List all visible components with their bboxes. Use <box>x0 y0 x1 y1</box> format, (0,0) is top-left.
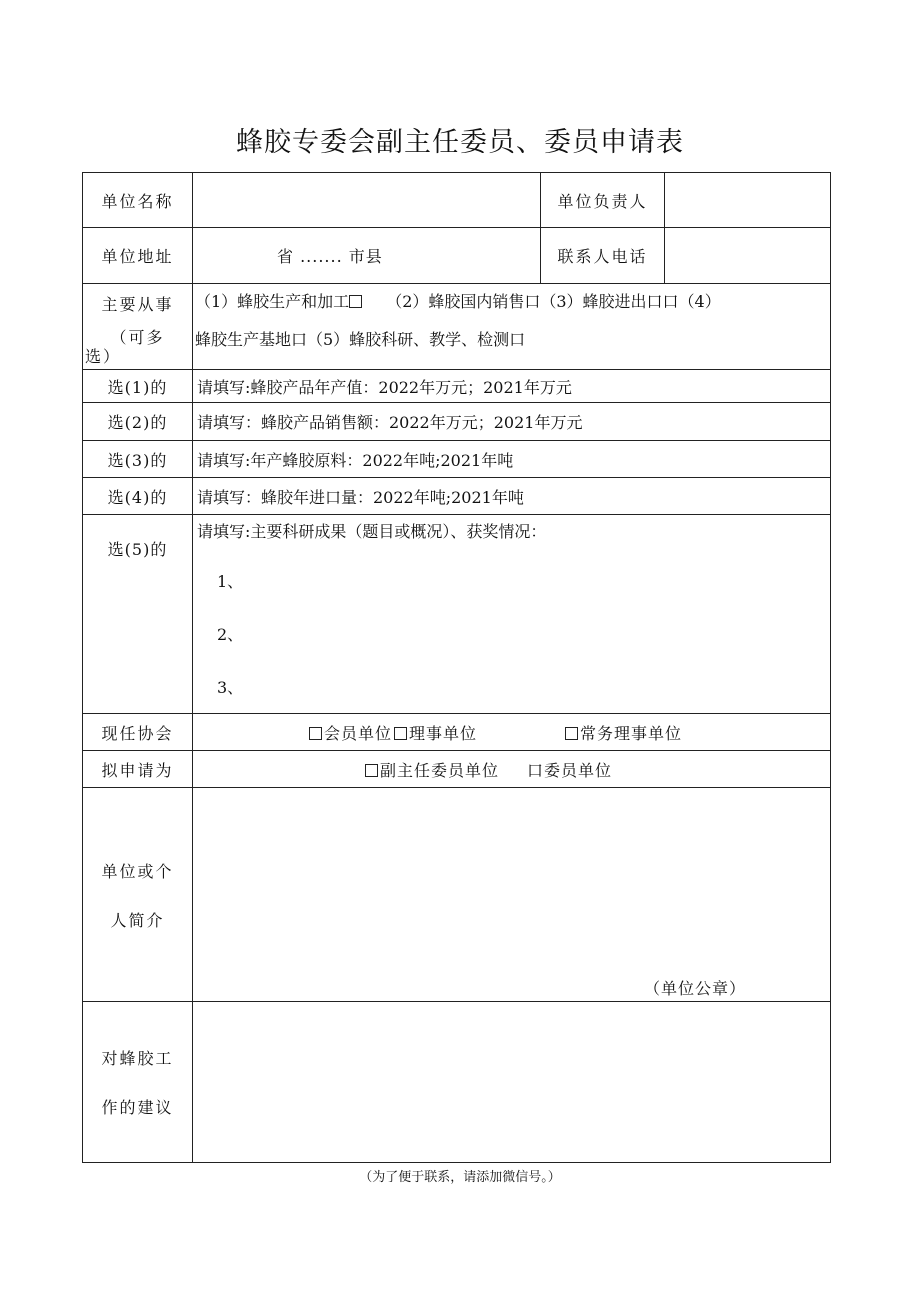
opt5-cell[interactable] <box>193 515 831 714</box>
main-business-label-line2: （可多 <box>110 328 165 347</box>
council-unit-checkbox[interactable] <box>394 727 407 740</box>
vice-director-checkbox[interactable] <box>365 764 378 777</box>
option-other-labels: （2）蜂胶国内销售口（3）蜂胶进出口口（4） <box>386 292 721 311</box>
application-form-table <box>82 172 831 1163</box>
intro-label <box>83 788 193 1002</box>
opt4-text[interactable]: 请填写：蜂胶年进口量：2022年吨;2021年吨 <box>193 478 831 515</box>
opt2-text[interactable]: 请填写：蜂胶产品销售额：2022年万元；2021年万元 <box>193 403 831 441</box>
opt1-label: 选(1)的 <box>83 370 193 403</box>
footer-note: （为了便于联系，请添加微信号。） <box>359 1170 561 1185</box>
seal-text: （单位公章） <box>643 979 746 998</box>
suggest-label-line2: 作的建议 <box>101 1098 174 1117</box>
apply-for-label: 拟申请为 <box>83 751 193 788</box>
opt5-item: 1、 <box>217 572 244 591</box>
suggest-label <box>83 1002 193 1163</box>
intro-label-line2: 人简介 <box>110 910 165 930</box>
page-title: 蜂胶专委会副主任委员、委员申请表 <box>236 127 684 158</box>
opt5-item: 2、 <box>217 625 244 644</box>
intro-label-line1: 单位或个 <box>101 861 174 881</box>
option-line2: 蜂胶生产基地口（5）蜂胶科研、教学、检测口 <box>195 330 526 349</box>
unit-name-label: 单位名称 <box>83 173 193 228</box>
apply-for-options <box>193 751 831 788</box>
main-business-label-line3: 选） <box>85 347 122 366</box>
current-assoc-label: 现任协会 <box>83 714 193 751</box>
main-business-label <box>83 284 193 370</box>
standing-council-checkbox[interactable] <box>565 727 578 740</box>
council-unit-label: 理事单位 <box>409 723 478 743</box>
address-label: 单位地址 <box>83 228 193 284</box>
opt3-label: 选(3)的 <box>83 441 193 478</box>
intro-field[interactable] <box>193 788 831 1002</box>
unit-name-field[interactable] <box>193 173 541 228</box>
contact-phone-field[interactable] <box>665 228 831 284</box>
current-assoc-options <box>193 714 831 751</box>
member-unit-label: 会员单位 <box>324 723 393 743</box>
opt5-label: 选(5)的 <box>83 515 193 714</box>
opt1-text[interactable]: 请填写:蜂胶产品年产值：2022年万元；2021年万元 <box>193 370 831 403</box>
address-field[interactable] <box>193 228 541 284</box>
opt5-text: 请填写:主要科研成果（题目或概况）、获奖情况： <box>197 522 547 541</box>
opt3-text[interactable]: 请填写:年产蜂胶原料：2022年吨;2021年吨 <box>193 441 831 478</box>
committee-member-label[interactable]: 口委员单位 <box>527 760 613 780</box>
option-production-label: （1）蜂胶生产和加工 <box>195 292 350 311</box>
suggest-label-line1: 对蜂胶工 <box>101 1049 174 1068</box>
option-production-checkbox[interactable] <box>349 295 362 308</box>
vice-director-label: 副主任委员单位 <box>380 760 500 780</box>
opt5-item: 3、 <box>217 678 244 697</box>
standing-council-label: 常务理事单位 <box>580 723 683 743</box>
member-unit-checkbox[interactable] <box>309 727 322 740</box>
contact-phone-label: 联系人电话 <box>541 228 665 284</box>
main-business-options <box>193 284 831 370</box>
opt4-label: 选(4)的 <box>83 478 193 515</box>
unit-head-field[interactable] <box>665 173 831 228</box>
main-business-label-line1: 主要从事 <box>101 295 174 314</box>
unit-head-label: 单位负责人 <box>541 173 665 228</box>
opt2-label: 选(2)的 <box>83 403 193 441</box>
suggest-field[interactable] <box>193 1002 831 1163</box>
address-template: 省 ....... 市县 <box>277 247 383 266</box>
